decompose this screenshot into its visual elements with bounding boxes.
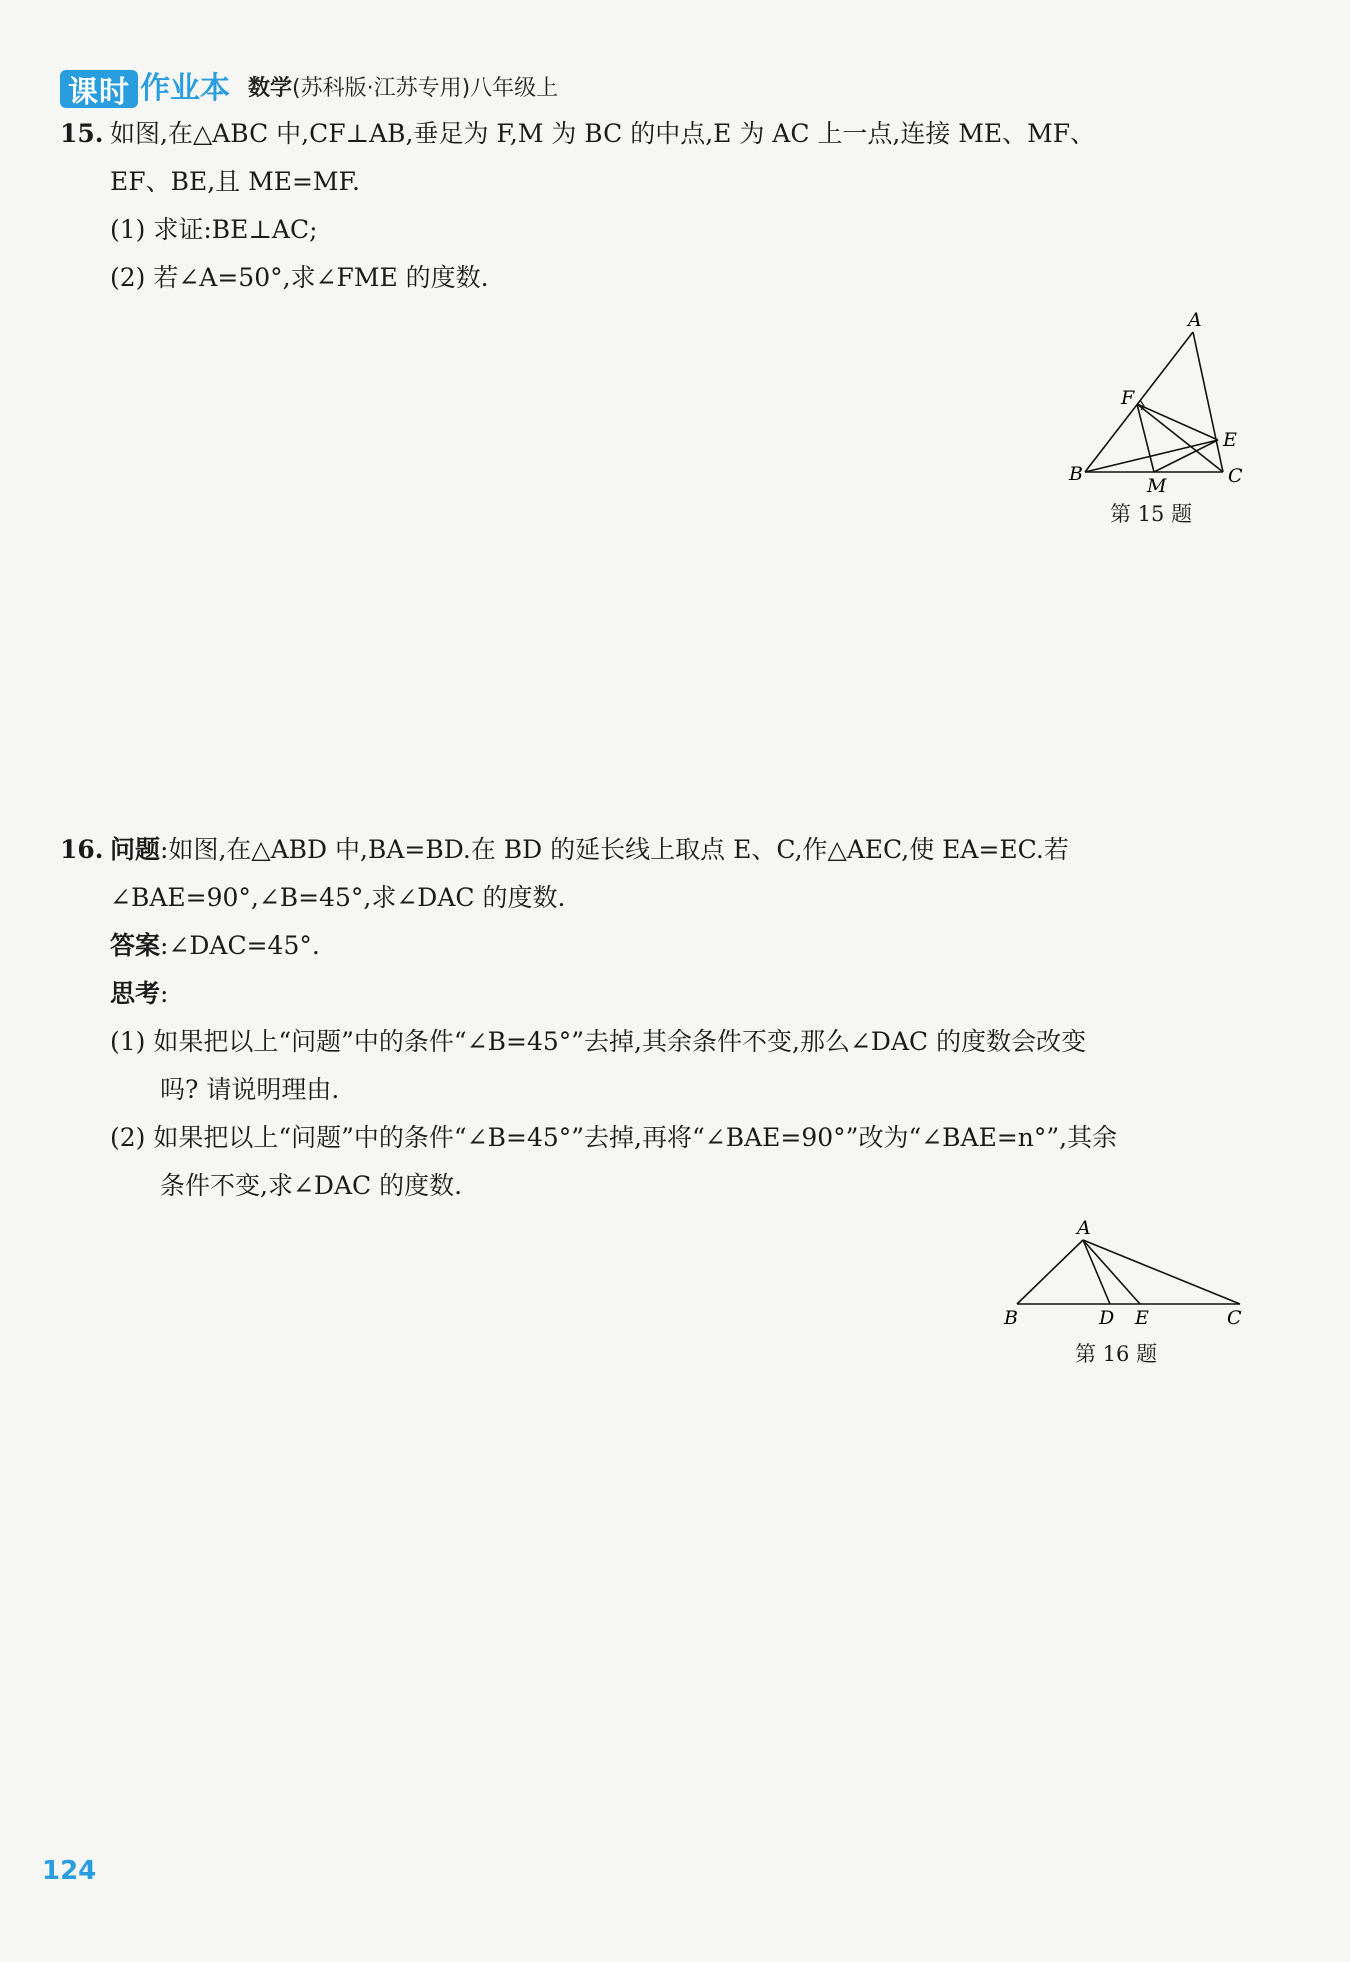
label-a: A [1077,1217,1091,1239]
think-colon: : [160,979,169,1008]
label-d: D [1099,1307,1115,1329]
page-number: 124 [42,1856,97,1886]
problem-16-think [110,976,168,1012]
problem-16-q2-line2: 条件不变,求∠DAC 的度数. [160,1171,463,1200]
problem-16-number: 16. [60,835,104,864]
segment-me [1154,440,1218,472]
problem-15-line1: 如图,在△ABC 中,CF⊥AB,垂足为 F,M 为 BC 的中点,E 为 AC 上一点,连接 ME、MF、 [110,119,1096,148]
problem-16-answer [110,928,320,964]
figure-16-caption: 第 16 题 [1075,1342,1158,1366]
label-c: C [1228,465,1243,487]
label-c: C [1227,1307,1242,1329]
subject-bold: 数学 [248,76,293,101]
segment-ef [1137,404,1218,440]
subject-title [248,70,558,108]
label-b: B [1069,463,1083,485]
problem-16-line2: ∠BAE=90°,∠B=45°,求∠DAC 的度数. [110,883,566,912]
label-e: E [1135,1307,1149,1329]
problem-15-line2: EF、BE,且 ME=MF. [110,167,360,196]
segment-be [1085,440,1218,472]
segment-ab [1017,1240,1083,1304]
answer-label: 答案 [110,931,161,960]
problem-16-line1 [110,832,1069,868]
problem-16-q1-line1: (1) 如果把以上“问题”中的条件“∠B=45°”去掉,其余条件不变,那么∠DAC 的度数会改变 [110,1027,1087,1056]
segment-mf [1137,404,1154,472]
answer-text: :∠DAC=45°. [160,931,320,960]
label-a: A [1188,309,1202,331]
subject-rest: (苏科版·江苏专用)八年级上 [292,76,559,101]
label-e: E [1223,429,1237,451]
question-label: 问题 [110,835,161,864]
segment-ab [1085,332,1193,472]
think-label: 思考 [110,979,161,1008]
problem-15-part1: (1) 求证:BE⊥AC; [110,215,318,244]
figure-16 [995,1208,1255,1338]
logo-badge: 课时 [60,70,138,108]
label-m: M [1147,475,1167,497]
figure-15 [1060,300,1260,500]
problem-16-q2-line1: (2) 如果把以上“问题”中的条件“∠B=45°”去掉,再将“∠BAE=90°”改为“∠BAE=n°”,其余 [110,1123,1118,1152]
logo-text: 作业本 [140,71,230,106]
segment-ae [1083,1240,1140,1304]
problem-15-part2: (2) 若∠A=50°,求∠FME 的度数. [110,263,489,292]
figure-15-caption: 第 15 题 [1110,502,1193,526]
label-f: F [1121,387,1135,409]
header [60,64,558,108]
problem-16-q1-line2: 吗? 请说明理由. [160,1075,340,1104]
question-text: :如图,在△ABD 中,BA=BD.在 BD 的延长线上取点 E、C,作△AEC,使 EA=EC.若 [160,835,1069,864]
label-b: B [1004,1307,1018,1329]
problem-15-number: 15. [60,119,104,148]
